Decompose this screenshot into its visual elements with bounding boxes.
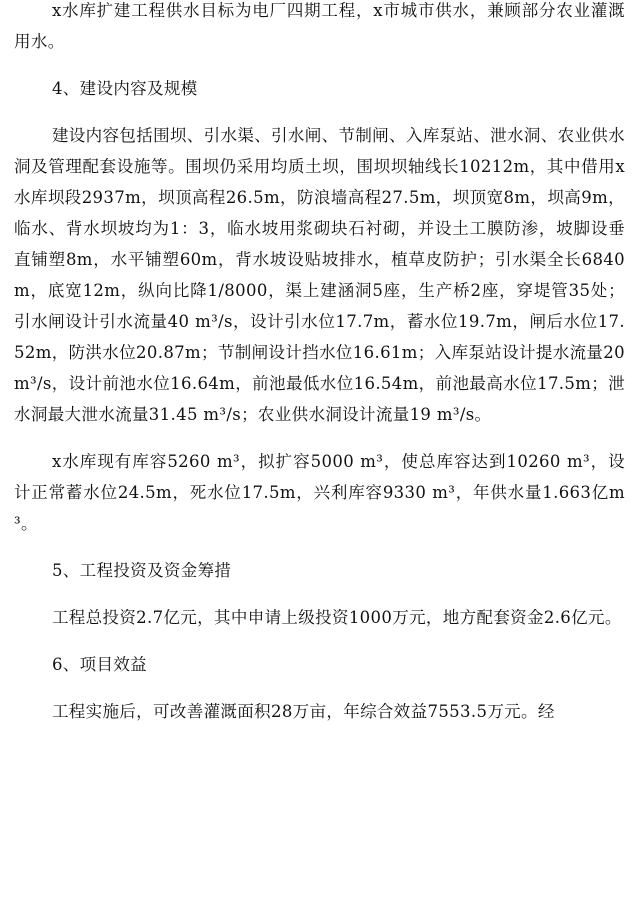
paragraph-investment: 工程总投资2.7亿元，其中申请上级投资1000万元，地方配套资金2.6亿元。 (51, 608, 622, 627)
paragraph-gap (14, 104, 625, 120)
paragraph-gap (14, 539, 625, 555)
section-heading-construction: 4、建设内容及规模 (51, 79, 198, 98)
paragraph-gap (14, 680, 625, 696)
section-heading-benefits: 6、项目效益 (51, 655, 148, 674)
paragraph-water-supply-target: x水库扩建工程供水目标为电厂四期工程，x市城市供水，兼顾部分农业灌溉用水。 (14, 1, 625, 51)
paragraph-gap (14, 633, 625, 649)
paragraph-reservoir-capacity: x水库现有库容5260 m³，拟扩容5000 m³，使总库容达到10260 m³，设计正常蓄水位24.5m，死水位17.5m，兴利库容9330 m³，年供水量1.663亿m³。 (14, 452, 625, 533)
paragraph-gap (14, 586, 625, 602)
section-heading-investment: 5、工程投资及资金筹措 (51, 561, 232, 580)
paragraph-gap (14, 57, 625, 73)
paragraph-construction-content: 建设内容包括围坝、引水渠、引水闸、节制闸、入库泵站、泄水洞、农业供水洞及管理配套设施等。围坝仍采用均质土坝，围坝坝轴线长10212m，其中借用x水库坝段2937m，坝顶高程26.5m，防浪墙高程27.5m，坝顶宽8m，坝高9m，临水、背水坝坡均为1：3，临水坡用浆砌块石衬砌，并设土工膜防渗，坡脚设垂直铺塑8m，水平铺塑60m，背水坡设贴坡排水，植草皮防护；引水渠全长6840m，底宽12m，纵向比降1/8000，渠上建涵洞5座，生产桥2座，穿堤管35处；引水闸设计引水流量40 m³/s，设计引水位17.7m，蓄水位19.7m，闸后水位17.52m，防洪水位20.87m；节制闸设计挡水位16.61m；入库泵站设计提水流量20 m³/s，设计前池水位16.64m，前池最低水位16.54m，前池最高水位17.5m；泄水洞最大泄水流量31.45 m³/s；农业供水洞设计流量19 m³/s。 (14, 126, 625, 424)
paragraph-gap (14, 430, 625, 446)
paragraph-benefits: 工程实施后，可改善灌溉面积28万亩，年综合效益7553.5万元。经 (51, 702, 555, 721)
